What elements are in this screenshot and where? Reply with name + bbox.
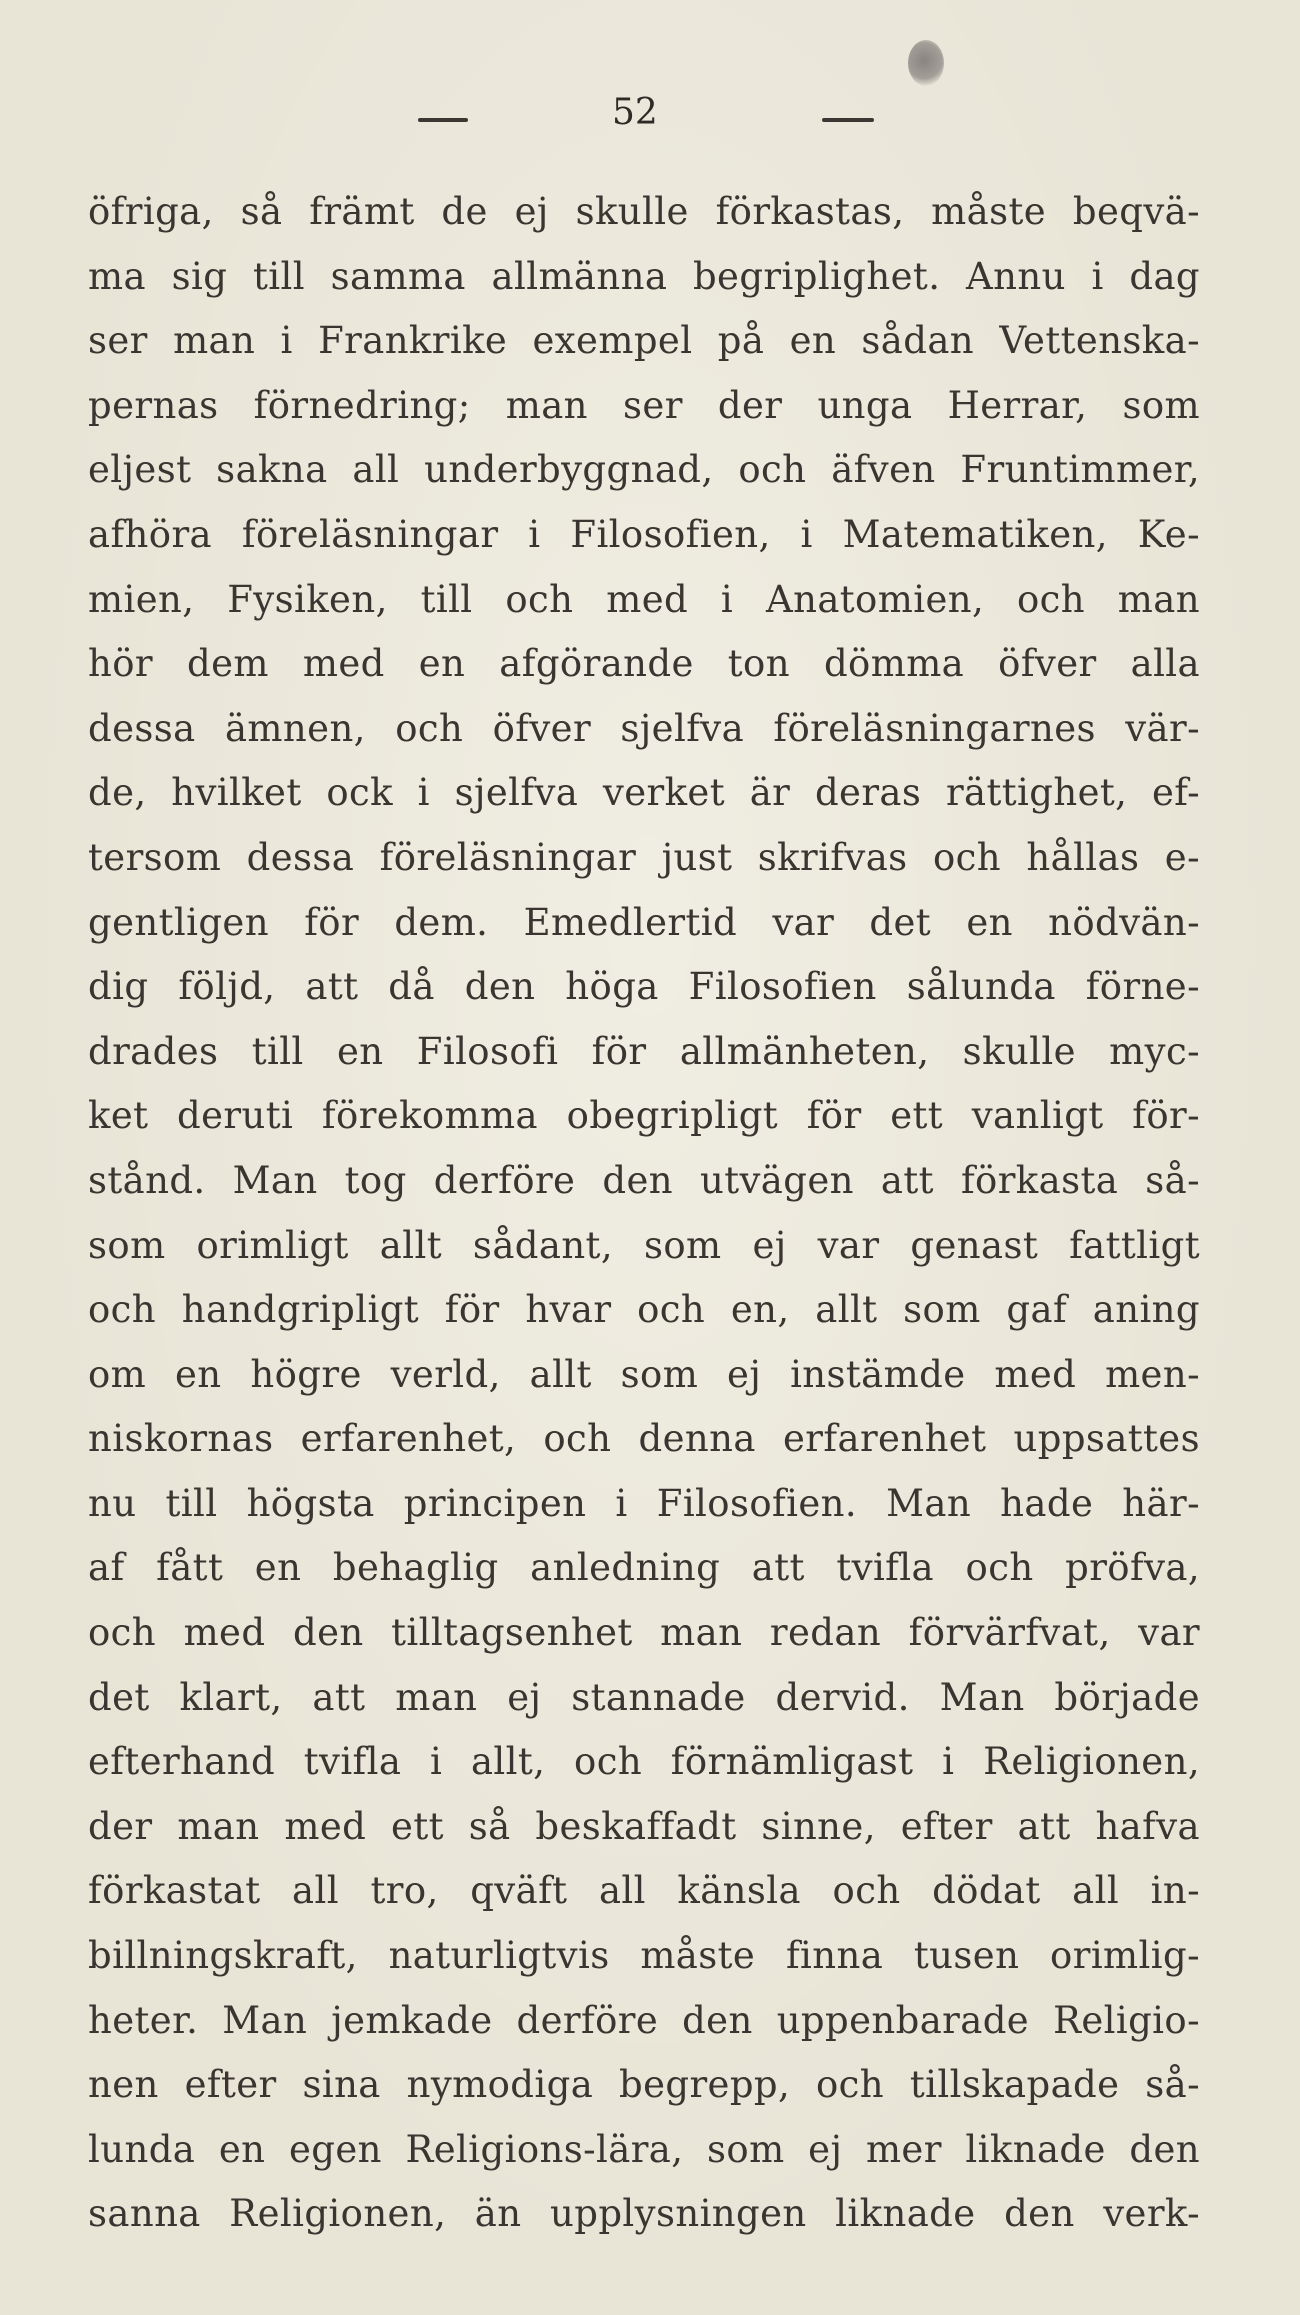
text-line: mien, Fysiken, till och med i Anatomien, och man bbox=[88, 577, 1200, 621]
text-line: nu till högsta principen i Filosofien. Man hade här- bbox=[88, 1481, 1200, 1525]
text-line: eljest sakna all underbyggnad, och äfven Fruntimmer, bbox=[88, 448, 1200, 492]
ink-spot bbox=[908, 40, 944, 86]
text-line: om en högre verld, allt som ej instämde med men- bbox=[88, 1352, 1200, 1396]
text-line: ma sig till samma allmänna begriplighet. Annu i dag bbox=[88, 254, 1200, 298]
text-line: ser man i Frankrike exempel på en sådan Vettenska- bbox=[88, 319, 1200, 363]
text-line: nen efter sina nymodiga begrepp, och tillskapade så- bbox=[88, 2063, 1200, 2107]
text-line: tersom dessa föreläsningar just skrifvas och hållas e- bbox=[88, 835, 1200, 879]
text-line: hör dem med en afgörande ton dömma öfver alla bbox=[88, 642, 1200, 686]
text-line: niskornas erfarenhet, och denna erfarenhet uppsattes bbox=[88, 1417, 1200, 1461]
text-line: gentligen för dem. Emedlertid var det en nödvän- bbox=[88, 900, 1200, 944]
header-dash-left bbox=[418, 118, 468, 122]
text-line: heter. Man jemkade derföre den uppenbarade Religio- bbox=[88, 1998, 1200, 2042]
text-line: efterhand tvifla i allt, och förnämligast i Religionen, bbox=[88, 1740, 1200, 1784]
text-line: stånd. Man tog derföre den utvägen att förkasta så- bbox=[88, 1158, 1200, 1202]
page-header bbox=[0, 92, 1300, 142]
text-line: drades till en Filosofi för allmänheten, skulle myc- bbox=[88, 1029, 1200, 1073]
header-dash-right bbox=[822, 118, 874, 122]
text-line: ket deruti förekomma obegripligt för ett vanligt för- bbox=[88, 1094, 1200, 1138]
text-line: förkastat all tro, qväft all känsla och dödat all in- bbox=[88, 1869, 1200, 1913]
body-text bbox=[88, 180, 1200, 2247]
text-line: dig följd, att då den höga Filosofien sålunda förne- bbox=[88, 965, 1200, 1009]
page-number: 52 bbox=[612, 92, 658, 133]
text-line: af fått en behaglig anledning att tvifla och pröfva, bbox=[88, 1546, 1200, 1590]
text-line: det klart, att man ej stannade dervid. Man började bbox=[88, 1675, 1200, 1719]
text-line: sanna Religionen, än upplysningen liknade den verk- bbox=[88, 2192, 1200, 2236]
text-line: pernas förnedring; man ser der unga Herrar, som bbox=[88, 383, 1200, 427]
text-line: och med den tilltagsenhet man redan förvärfvat, var bbox=[88, 1611, 1200, 1655]
text-line: afhöra föreläsningar i Filosofien, i Matematiken, Ke- bbox=[88, 512, 1200, 556]
text-line: lunda en egen Religions-lära, som ej mer liknade den bbox=[88, 2127, 1200, 2171]
text-line: der man med ett så beskaffadt sinne, efter att hafva bbox=[88, 1804, 1200, 1848]
text-line: som orimligt allt sådant, som ej var genast fattligt bbox=[88, 1223, 1200, 1267]
text-line: öfriga, så främt de ej skulle förkastas, måste beqvä- bbox=[88, 190, 1200, 233]
text-line: billningskraft, naturligtvis måste finna tusen orimlig- bbox=[88, 1934, 1200, 1978]
text-line: och handgripligt för hvar och en, allt som gaf aning bbox=[88, 1288, 1200, 1332]
text-line: dessa ämnen, och öfver sjelfva föreläsningarnes vär- bbox=[88, 706, 1200, 750]
text-line: de, hvilket ock i sjelfva verket är deras rättighet, ef- bbox=[88, 771, 1200, 815]
